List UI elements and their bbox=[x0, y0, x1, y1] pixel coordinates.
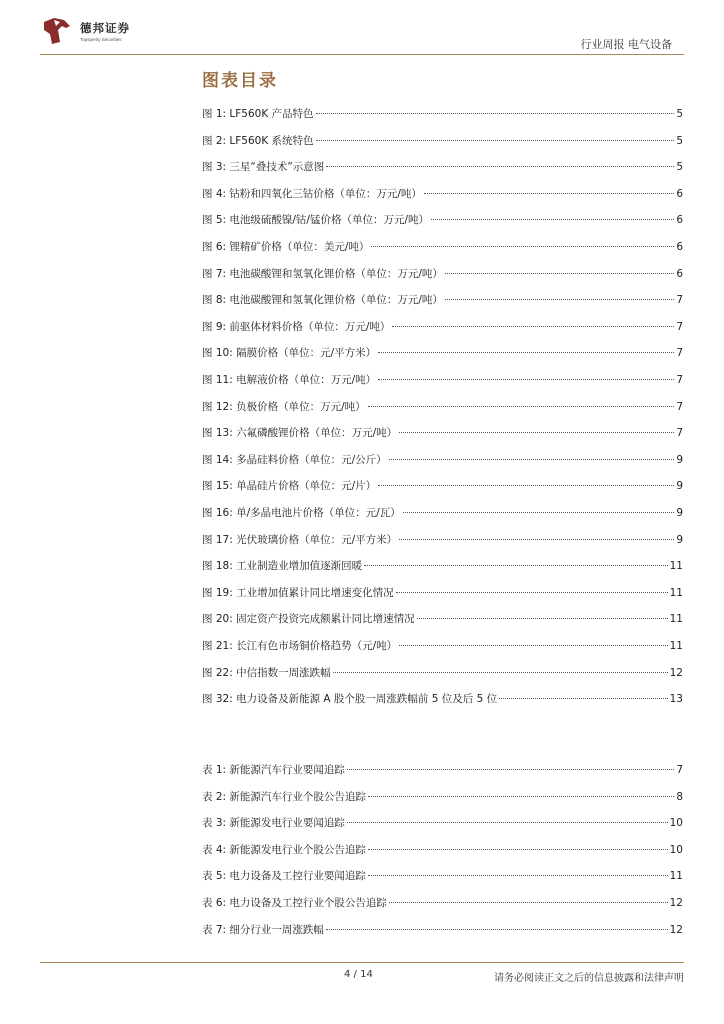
leader-dots bbox=[417, 618, 668, 619]
leader-dots bbox=[445, 299, 674, 300]
figure-entry-label: 图 1: LF560K 产品特色 bbox=[202, 108, 314, 120]
leader-dots bbox=[316, 140, 675, 141]
figure-entry-page: 9 bbox=[676, 507, 683, 519]
figure-entry-page: 7 bbox=[676, 294, 683, 307]
figure-entry[interactable] bbox=[202, 133, 683, 149]
figure-entry-page: 11 bbox=[669, 613, 683, 626]
figure-entry-page: 7 bbox=[676, 400, 683, 413]
figure-entry-page: 11 bbox=[669, 640, 683, 652]
leader-dots bbox=[368, 849, 668, 850]
figure-entry-label: 图 21: 长江有色市场铜价格趋势（元/吨） bbox=[202, 640, 398, 652]
table-entry[interactable] bbox=[202, 762, 683, 778]
figure-entry-page: 6 bbox=[676, 187, 683, 200]
leader-dots bbox=[403, 512, 675, 513]
table-entry-label: 表 6: 电力设备及工控行业个股公告追踪 bbox=[202, 897, 387, 909]
figure-entry-label: 图 6: 锂精矿价格（单位：美元/吨） bbox=[202, 241, 370, 253]
figure-entry-page: 6 bbox=[676, 241, 683, 253]
figure-entry-label: 图 19: 工业增加值累计同比增速变化情况 bbox=[202, 586, 394, 599]
figure-entry[interactable] bbox=[202, 691, 683, 707]
table-entry-label: 表 4: 新能源发电行业个股公告追踪 bbox=[202, 843, 366, 856]
figure-entry-page: 7 bbox=[676, 320, 683, 333]
figure-entry[interactable] bbox=[202, 239, 683, 255]
leader-dots bbox=[399, 539, 674, 540]
table-entry-label: 表 1: 新能源汽车行业要闻追踪 bbox=[202, 764, 345, 776]
figure-entry[interactable] bbox=[202, 266, 683, 282]
table-entry-page: 8 bbox=[676, 790, 683, 803]
figure-entry[interactable] bbox=[202, 478, 683, 494]
table-entry[interactable] bbox=[202, 815, 683, 831]
table-entry-page: 12 bbox=[669, 897, 683, 909]
leader-dots bbox=[378, 352, 674, 353]
figure-entry-label: 图 11: 电解液价格（单位：万元/吨） bbox=[202, 374, 377, 386]
leader-dots bbox=[389, 902, 668, 903]
figure-entry-label: 图 3: 三星“叠技术”示意图 bbox=[202, 161, 325, 174]
leader-dots bbox=[396, 592, 668, 593]
figure-entry[interactable] bbox=[202, 532, 683, 548]
leader-dots bbox=[378, 379, 674, 380]
leader-dots bbox=[333, 672, 668, 673]
figure-entry-label: 图 2: LF560K 系统特色 bbox=[202, 134, 314, 147]
leader-dots bbox=[368, 796, 674, 797]
figure-entry[interactable] bbox=[202, 106, 683, 122]
table-entry-label: 表 5: 电力设备及工控行业要闻追踪 bbox=[202, 870, 366, 883]
figure-entry[interactable] bbox=[202, 505, 683, 521]
figure-entry[interactable] bbox=[202, 425, 683, 441]
table-entry-page: 10 bbox=[669, 843, 683, 856]
logo-english-name: Topsperity Securities bbox=[80, 37, 122, 42]
figure-entry[interactable] bbox=[202, 345, 683, 361]
figure-entry-label: 图 7: 电池碳酸锂和氢氧化锂价格（单位：万元/吨） bbox=[202, 267, 443, 280]
figure-entry-label: 图 14: 多晶硅料价格（单位：元/公斤） bbox=[202, 453, 387, 466]
figure-entry-page: 5 bbox=[676, 134, 683, 147]
table-entry-page: 7 bbox=[676, 764, 683, 776]
figure-entry-label: 图 16: 单/多晶电池片价格（单位：元/瓦） bbox=[202, 507, 401, 519]
page-title: 图表目录 bbox=[202, 71, 278, 91]
figure-entry-page: 6 bbox=[676, 214, 683, 227]
figure-entry-page: 5 bbox=[676, 161, 683, 174]
leader-dots bbox=[445, 273, 674, 274]
figure-entry-label: 图 9: 前驱体材料价格（单位：万元/吨） bbox=[202, 320, 391, 333]
table-entry-page: 10 bbox=[669, 817, 683, 830]
leader-dots bbox=[368, 875, 668, 876]
leader-dots bbox=[392, 326, 674, 327]
figure-entry-label: 图 22: 中信指数一周涨跌幅 bbox=[202, 666, 331, 679]
figure-entry[interactable] bbox=[202, 186, 683, 202]
figure-entry-label: 图 10: 隔膜价格（单位：元/平方米） bbox=[202, 347, 377, 360]
figure-entry[interactable] bbox=[202, 638, 683, 654]
figure-entry[interactable] bbox=[202, 399, 683, 415]
figure-entry-page: 11 bbox=[669, 586, 683, 599]
figure-entry-label: 图 32: 电力设备及新能源 A 股个股一周涨跌幅前 5 位及后 5 位 bbox=[202, 693, 498, 706]
figure-entry[interactable] bbox=[202, 452, 683, 468]
figure-entry-page: 9 bbox=[676, 533, 683, 546]
figure-entry-page: 9 bbox=[676, 453, 683, 466]
figure-entry-label: 图 4: 钴粉和四氧化三钴价格（单位：万元/吨） bbox=[202, 187, 422, 200]
logo-chinese-name: 德邦证券 bbox=[80, 21, 130, 35]
leader-dots bbox=[371, 246, 674, 247]
leader-dots bbox=[378, 485, 674, 486]
leader-dots bbox=[368, 406, 675, 407]
leader-dots bbox=[347, 822, 668, 823]
figure-entry[interactable] bbox=[202, 611, 683, 627]
figure-entry-page: 6 bbox=[676, 267, 683, 280]
leader-dots bbox=[399, 432, 674, 433]
header-divider bbox=[40, 54, 684, 55]
figure-entry[interactable] bbox=[202, 319, 683, 335]
leader-dots bbox=[326, 166, 674, 167]
leader-dots bbox=[364, 565, 668, 566]
logo-emblem-icon bbox=[40, 14, 74, 48]
table-entry-label: 表 2: 新能源汽车行业个股公告追踪 bbox=[202, 790, 366, 803]
table-entry[interactable] bbox=[202, 842, 683, 858]
figure-entry[interactable] bbox=[202, 585, 683, 601]
figure-entry-page: 5 bbox=[676, 108, 683, 120]
table-entry[interactable] bbox=[202, 789, 683, 805]
company-logo bbox=[40, 14, 180, 48]
figure-entry-page: 7 bbox=[676, 427, 683, 440]
figure-entry-label: 图 15: 单晶硅片价格（单位：元/片） bbox=[202, 480, 377, 493]
table-entry-page: 11 bbox=[669, 870, 683, 883]
legal-disclaimer: 请务必阅读正文之后的信息披露和法律声明 bbox=[494, 973, 684, 984]
figure-entry[interactable] bbox=[202, 212, 683, 228]
footer-divider bbox=[40, 962, 684, 963]
figure-entry[interactable] bbox=[202, 159, 683, 175]
figure-entry[interactable] bbox=[202, 372, 683, 388]
table-entry[interactable] bbox=[202, 868, 683, 884]
figure-entry[interactable] bbox=[202, 292, 683, 308]
figure-entry-page: 7 bbox=[676, 347, 683, 360]
figure-entry[interactable] bbox=[202, 558, 683, 574]
leader-dots bbox=[399, 645, 668, 646]
table-entry-label: 表 3: 新能源发电行业要闻追踪 bbox=[202, 817, 345, 830]
figure-entry-label: 图 13: 六氟磷酸锂价格（单位：万元/吨） bbox=[202, 427, 398, 440]
page-number: 4 / 14 bbox=[344, 969, 373, 980]
leader-dots bbox=[326, 929, 668, 930]
figure-entry-label: 图 18: 工业制造业增加值逐渐回暖 bbox=[202, 560, 363, 573]
figure-entry-page: 13 bbox=[669, 693, 683, 706]
leader-dots bbox=[424, 193, 674, 194]
figure-entry-label: 图 5: 电池级硫酸镍/钴/锰价格（单位：万元/吨） bbox=[202, 214, 430, 227]
leader-dots bbox=[347, 769, 674, 770]
leader-dots bbox=[431, 219, 674, 220]
figure-entry-label: 图 8: 电池碳酸锂和氢氧化锂价格（单位：万元/吨） bbox=[202, 294, 443, 307]
figure-entry-page: 12 bbox=[669, 666, 683, 679]
leader-dots bbox=[389, 459, 675, 460]
figure-entry-label: 图 12: 负极价格（单位：万元/吨） bbox=[202, 400, 366, 413]
figure-entry-page: 11 bbox=[669, 560, 683, 573]
figure-entry-page: 9 bbox=[676, 480, 683, 493]
table-entry-page: 12 bbox=[669, 923, 683, 936]
report-type: 行业周报 电气设备 bbox=[580, 38, 672, 51]
table-entry[interactable] bbox=[202, 922, 683, 938]
table-entry-label: 表 7: 细分行业一周涨跌幅 bbox=[202, 923, 324, 936]
table-entry[interactable] bbox=[202, 895, 683, 911]
figure-entry-label: 图 17: 光伏玻璃价格（单位：元/平方米） bbox=[202, 533, 398, 546]
leader-dots bbox=[499, 698, 667, 699]
figure-entry-label: 图 20: 固定资产投资完成额累计同比增速情况 bbox=[202, 613, 415, 626]
leader-dots bbox=[316, 113, 675, 114]
figure-entry[interactable] bbox=[202, 665, 683, 681]
figure-entry-page: 7 bbox=[676, 374, 683, 386]
